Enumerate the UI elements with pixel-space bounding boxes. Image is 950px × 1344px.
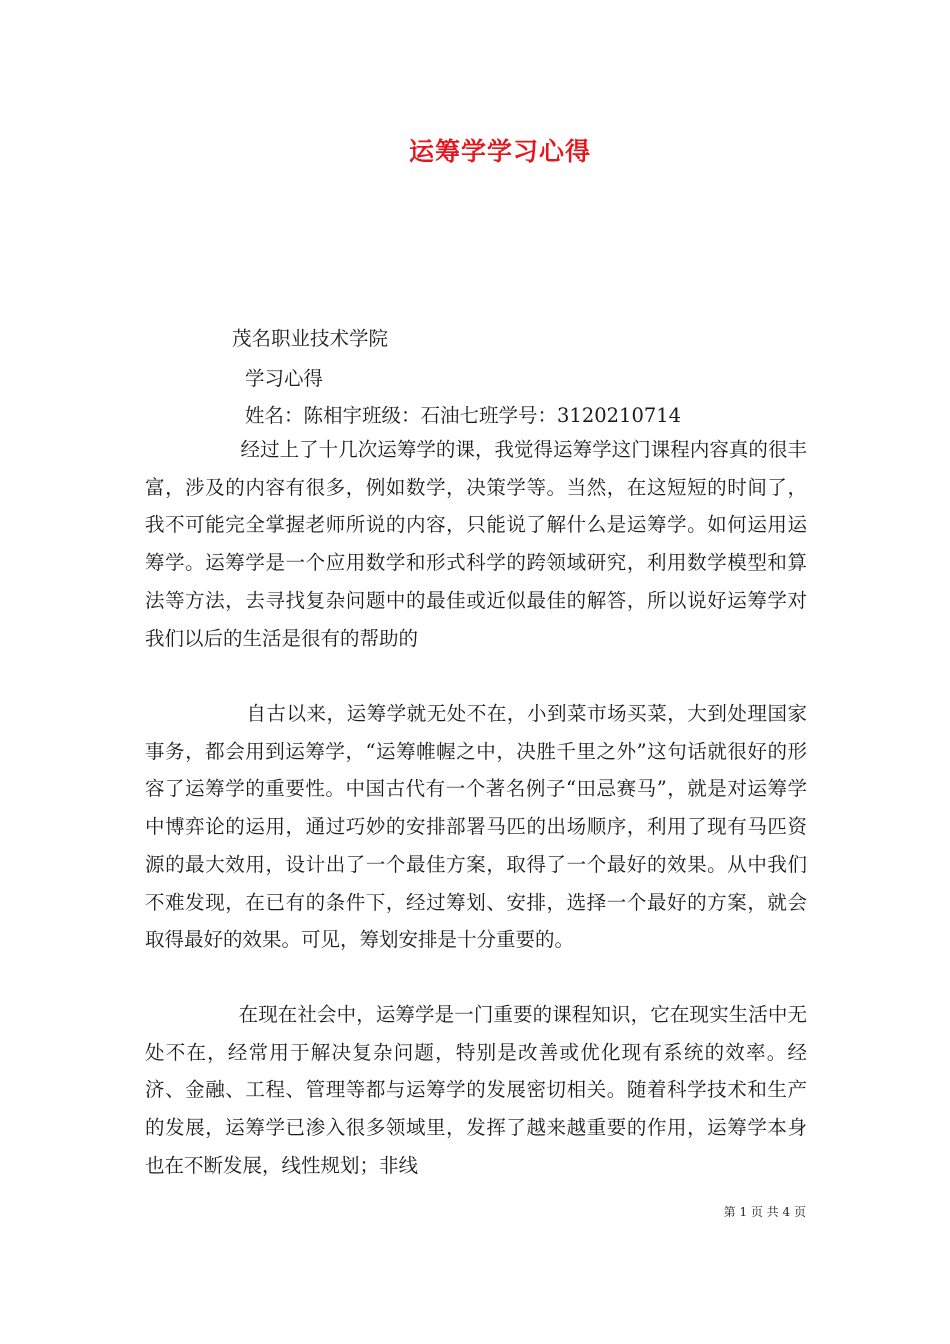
paragraph-3: 在现在社会中，运筹学是一门重要的课程知识，它在现实生活中无处不在，经常用于解决复杂问题，特别是改善或优化现有系统的效率。经济、金融、工程、管理等都与运筹学的发展密切相关。随着科学技术和生产的发展，运筹学已渗入很多领域里，发挥了越来越重要的作用，运筹学本身也在不断发展，线性规划；非线 — [145, 1003, 807, 1177]
document-subtitle: 学习心得 — [245, 367, 324, 390]
student-info-line: 姓名：陈相宇班级：石油七班学号：3120210714 — [245, 404, 682, 427]
paragraph-1: 经过上了十几次运筹学的课，我觉得运筹学这门课程内容真的很丰富，涉及的内容有很多，例如数学，决策学等。当然，在这短短的时间了，我不可能完全掌握老师所说的内容，只能说了解什么是运筹学。如何运用运筹学。运筹学是一个应用数学和形式科学的跨领域研究，利用数学模型和算法等方法，去寻找复杂问题中的最佳或近似最佳的解答，所以说好运筹学对我们以后的生活是很有的帮助的 — [145, 438, 807, 650]
school-name: 茂名职业技术学院 — [232, 327, 389, 350]
page-footer: 第 1 页 共 4 页 — [723, 1205, 806, 1219]
document-title: 运筹学学习心得 — [408, 137, 591, 166]
paragraph-2: 自古以来，运筹学就无处不在，小到菜市场买菜，大到处理国家事务，都会用到运筹学，“运筹帷幄之中，决胜千里之外”这句话就很好的形容了运筹学的重要性。中国古代有一个著名例子“田忌赛马”，就是对运筹学中博弈论的运用，通过巧妙的安排部署马匹的出场顺序，利用了现有马匹资源的最大效用，设计出了一个最佳方案，取得了一个最好的效果。从中我们不难发现，在已有的条件下，经过筹划、安排，选择一个最好的方案，就会取得最好的效果。可见，筹划安排是十分重要的。 — [145, 702, 807, 952]
